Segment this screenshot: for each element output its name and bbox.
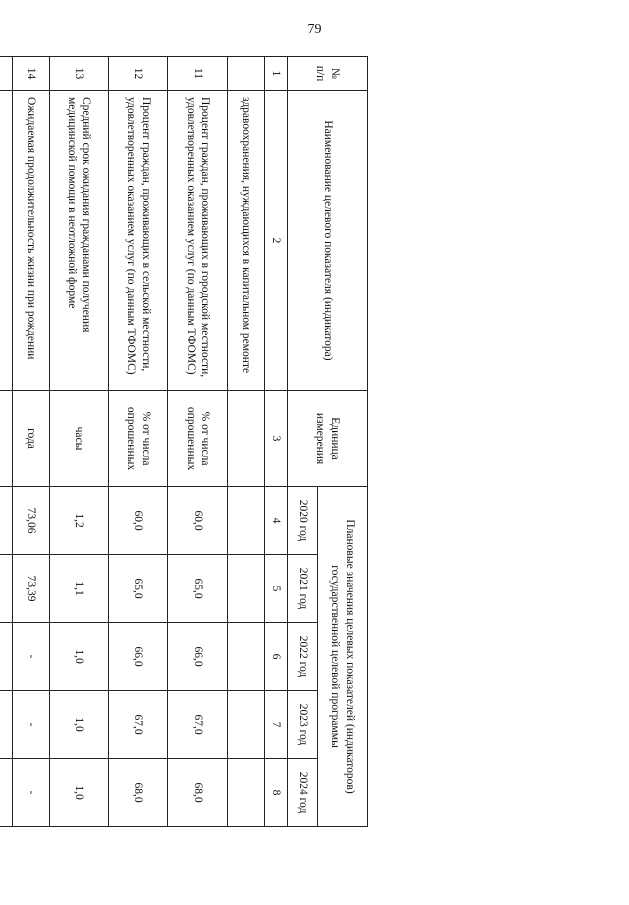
- row-num: 11: [168, 57, 227, 91]
- row-unit: [0, 391, 13, 487]
- column-index-row: [264, 57, 287, 827]
- header-unit: Единица измерения: [288, 391, 368, 487]
- row-unit: часы: [49, 391, 108, 487]
- row-value: [0, 555, 13, 623]
- row-unit: года: [13, 391, 50, 487]
- row-unit: % от числа опрошенных: [168, 391, 227, 487]
- row-name: Ожидаемая продолжительность жизни при рождении: [13, 91, 50, 391]
- row-num: 12: [109, 57, 168, 91]
- header-year: 2024 год: [288, 759, 318, 827]
- row-value: 68,0: [109, 759, 168, 827]
- row-value: [227, 759, 264, 827]
- table-container: [0, 56, 368, 826]
- row-value: 1,0: [49, 623, 108, 691]
- row-value: 60,0: [109, 487, 168, 555]
- row-value: 65,0: [109, 555, 168, 623]
- table-row: [13, 57, 50, 827]
- row-value: -: [13, 691, 50, 759]
- row-value: 67,0: [109, 691, 168, 759]
- row-value: [227, 623, 264, 691]
- row-value: 66,0: [109, 623, 168, 691]
- column-index: 7: [264, 691, 287, 759]
- row-value: [0, 759, 13, 827]
- row-name: Процент граждан, проживающих в городской местности, удовлетворенных оказанием услуг (по данным ТФОМС): [168, 91, 227, 391]
- header-year: 2023 год: [288, 691, 318, 759]
- row-num: 14: [13, 57, 50, 91]
- header-num: № п/п: [288, 57, 368, 91]
- column-index: 6: [264, 623, 287, 691]
- row-value: 1,0: [49, 691, 108, 759]
- row-unit: [227, 391, 264, 487]
- column-index: 3: [264, 391, 287, 487]
- table-row: [168, 57, 227, 827]
- row-name: [0, 91, 13, 391]
- row-value: 73,39: [13, 555, 50, 623]
- header-year: 2021 год: [288, 555, 318, 623]
- header-name: Наименование целевого показателя (индикатора): [288, 91, 368, 391]
- row-value: [227, 691, 264, 759]
- row-value: 66,0: [168, 623, 227, 691]
- column-index: 1: [264, 57, 287, 91]
- column-index: 4: [264, 487, 287, 555]
- column-index: 2: [264, 91, 287, 391]
- row-value: 1,0: [49, 759, 108, 827]
- row-value: 67,0: [168, 691, 227, 759]
- page-number: 79: [307, 22, 322, 37]
- row-value: 73,06: [13, 487, 50, 555]
- header-planned: Плановые значения целевых показателей (индикаторов) государственной целевой программы: [318, 487, 368, 827]
- indicators-table: [0, 56, 368, 827]
- table-row: [0, 57, 13, 827]
- row-value: [227, 487, 264, 555]
- row-value: 65,0: [168, 555, 227, 623]
- row-unit: % от числа опрошенных: [109, 391, 168, 487]
- table-row: [109, 57, 168, 827]
- row-value: -: [13, 623, 50, 691]
- row-value: 1,2: [49, 487, 108, 555]
- row-value: [0, 487, 13, 555]
- row-num: 13: [49, 57, 108, 91]
- row-value: [0, 623, 13, 691]
- row-value: 1,1: [49, 555, 108, 623]
- header-year: 2022 год: [288, 623, 318, 691]
- row-name: Процент граждан, проживающих в сельской местности, удовлетворенных оказанием услуг (по данным ТФОМС): [109, 91, 168, 391]
- row-value: [0, 691, 13, 759]
- row-name: здравоохранения, нуждающихся в капитальном ремонте: [227, 91, 264, 391]
- row-value: 60,0: [168, 487, 227, 555]
- row-value: -: [13, 759, 50, 827]
- column-index: 8: [264, 759, 287, 827]
- row-value: [227, 555, 264, 623]
- row-num: [0, 57, 13, 91]
- header-year: 2020 год: [288, 487, 318, 555]
- table-row: [49, 57, 108, 827]
- table-row: [227, 57, 264, 827]
- row-value: 68,0: [168, 759, 227, 827]
- column-index: 5: [264, 555, 287, 623]
- row-num: [227, 57, 264, 91]
- row-name: Средний срок ожидания гражданами получения медицинской помощи в неотложной форме: [49, 91, 108, 391]
